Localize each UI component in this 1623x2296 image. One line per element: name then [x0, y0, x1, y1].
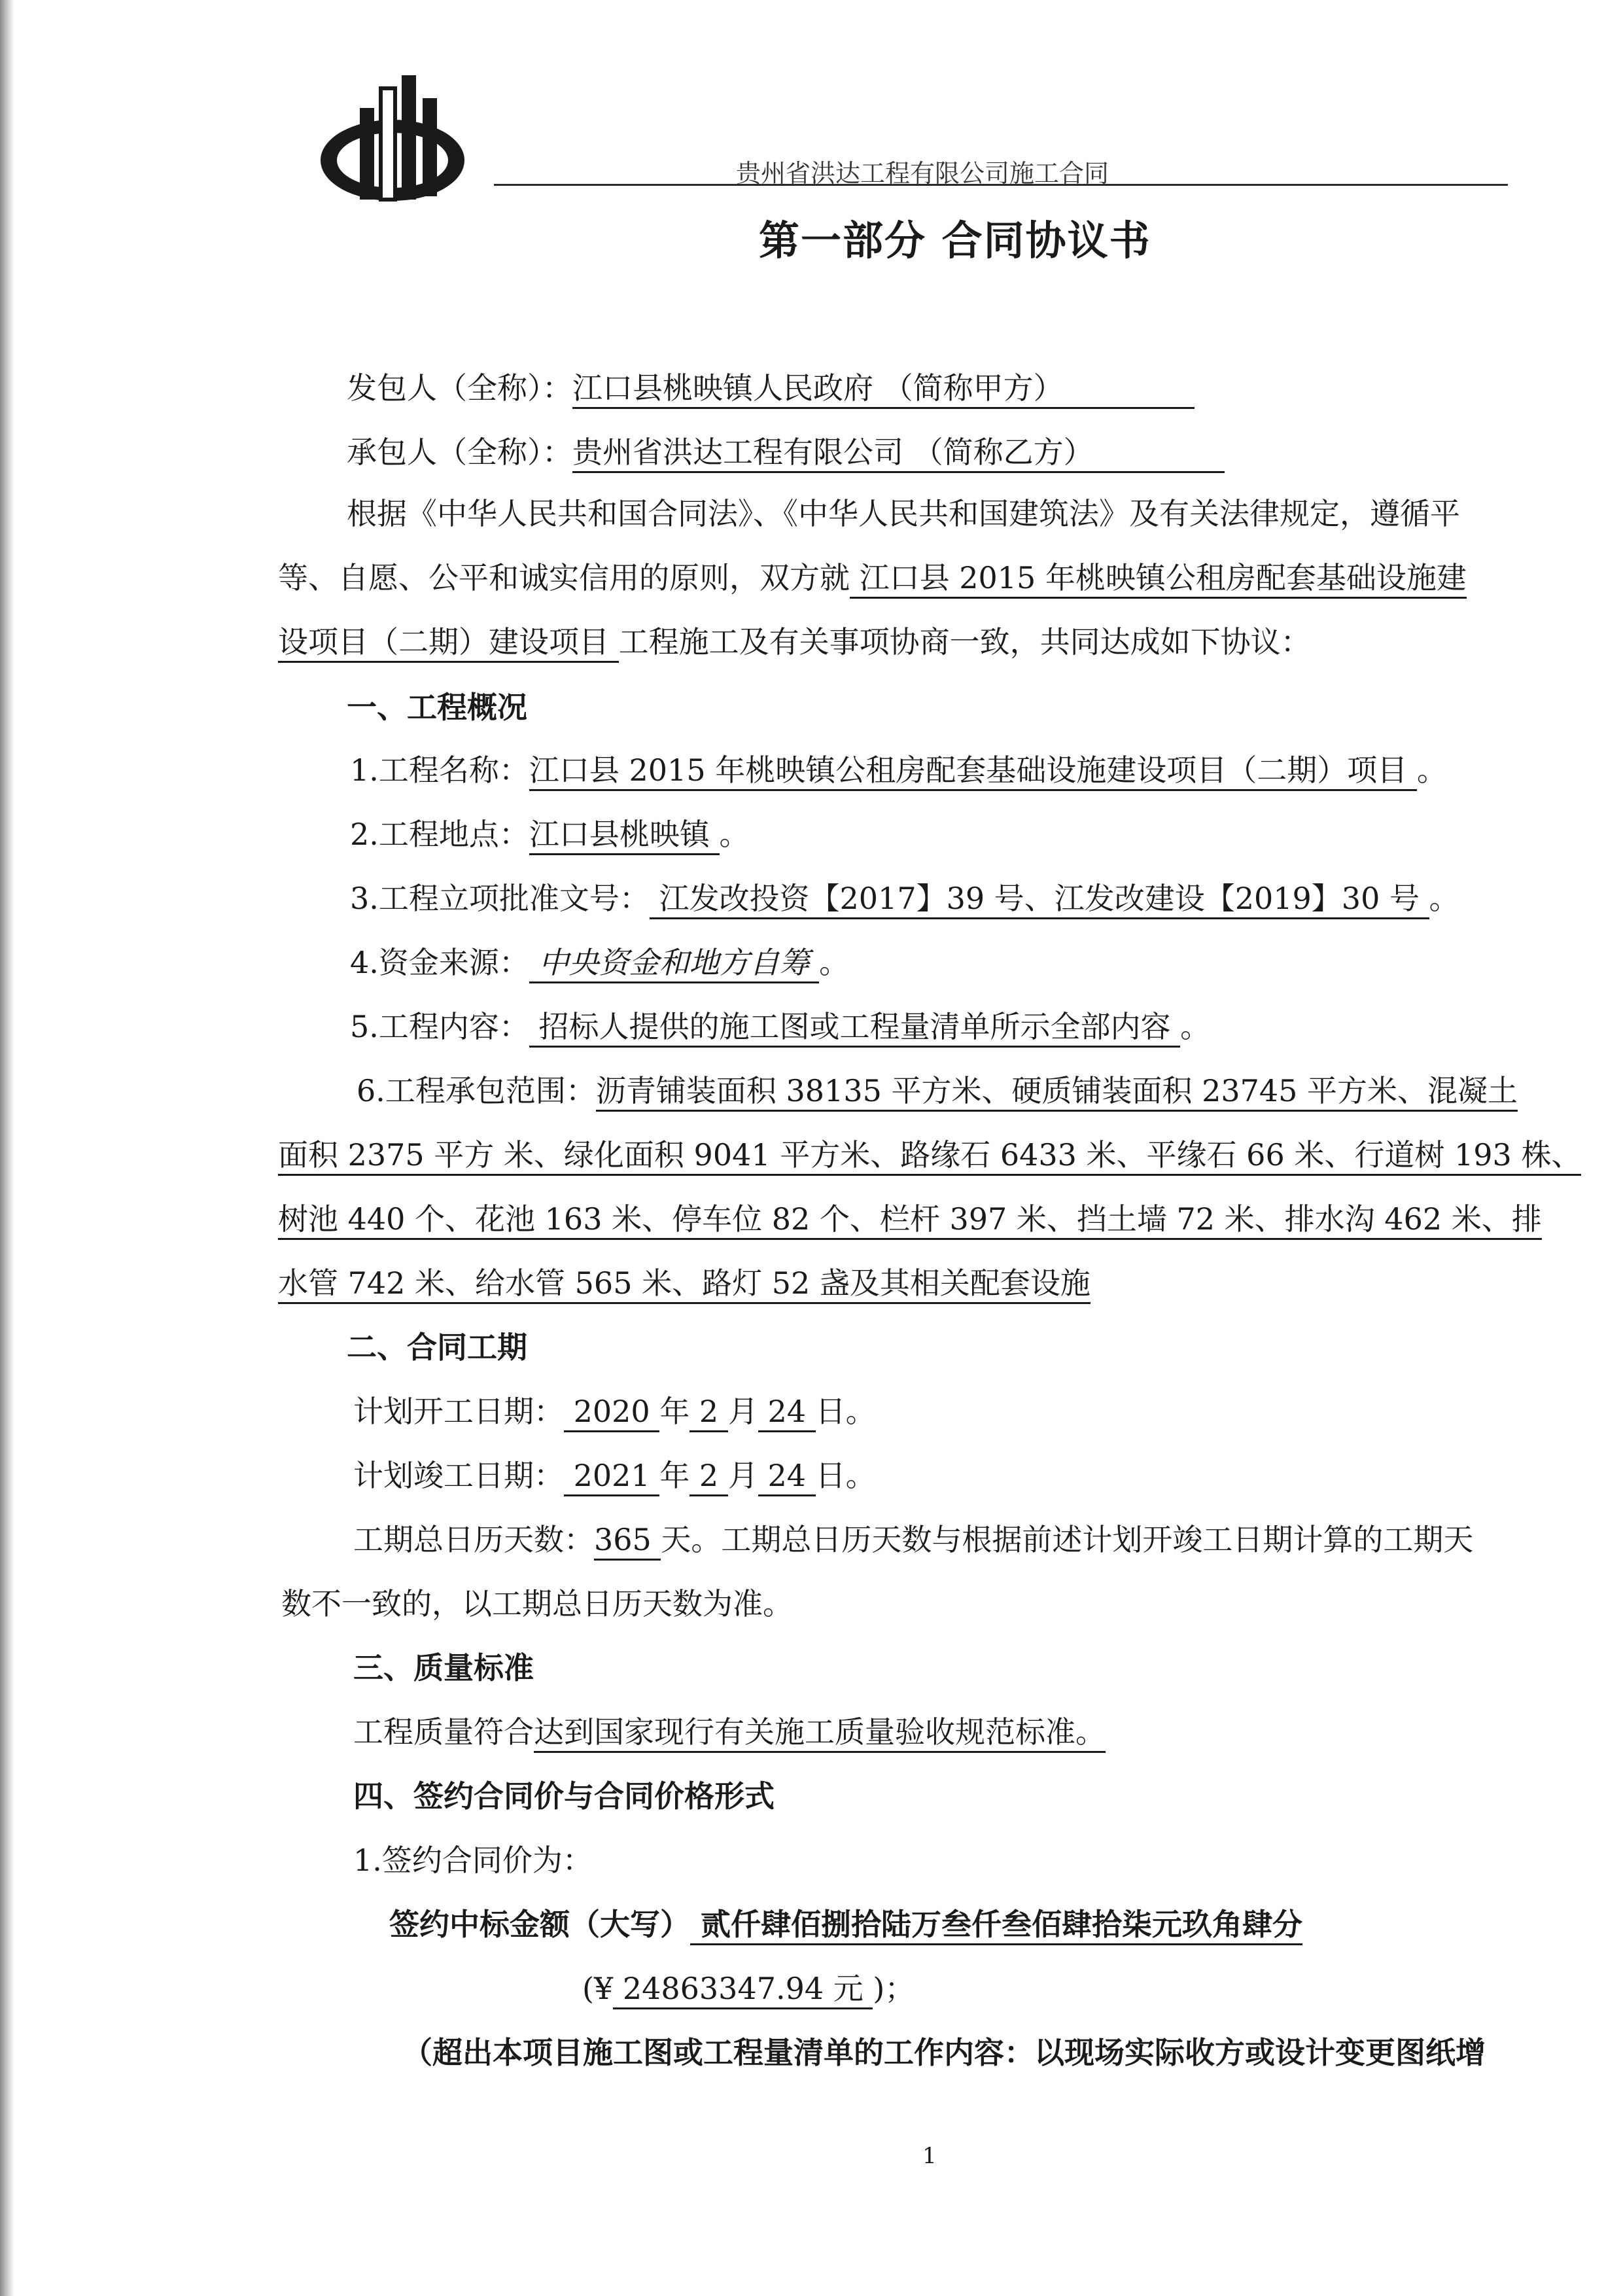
contractor-value: 贵州省洪达工程有限公司 （简称乙方）: [572, 434, 1225, 473]
page-title: 第一部分 合同协议书: [759, 217, 1151, 264]
section-3-heading: 三、质量标准: [353, 1650, 534, 1686]
contractor-label: 承包人（全称）：: [347, 434, 572, 470]
punct: 。: [719, 817, 750, 852]
intro-line-3-text: 工程施工及有关事项协商一致，共同达成如下协议：: [618, 624, 1311, 660]
unit-month: 月: [727, 1458, 758, 1493]
section-1-heading: 一、工程概况: [347, 690, 527, 725]
planned-start-label: 计划开工日期：: [353, 1394, 564, 1429]
intro-line-1: 根据《中华人民共和国合同法》、《中华人民共和国建筑法》及有关法律规定，遵循平: [347, 496, 1460, 531]
start-year: 2020: [564, 1394, 659, 1432]
punct: 。: [1180, 1009, 1211, 1044]
approval-number-value: 江发改投资【2017】39 号、江发改建设【2019】30 号: [650, 881, 1429, 919]
fund-source-line: [350, 947, 849, 978]
company-logo-icon: [307, 62, 478, 203]
project-name-line: [350, 752, 1447, 788]
unit-day: 日。: [815, 1394, 876, 1429]
total-days-text: 天。工期总日历天数与根据前述计划开竣工日期计算的工期天: [661, 1522, 1474, 1557]
contract-amount-number-line: [582, 1973, 915, 2004]
header-company-contract: 贵州省洪达工程有限公司施工合同: [736, 159, 1109, 188]
planned-end-line: [353, 1460, 876, 1491]
unit-year: 年: [659, 1458, 690, 1493]
scope-line-4: [278, 1265, 1091, 1301]
punct: 。: [1429, 881, 1459, 916]
intro-line-3: [278, 624, 1311, 660]
start-month: 2: [689, 1394, 728, 1432]
currency-open: (¥: [582, 1971, 614, 2006]
project-location-line: [350, 817, 750, 852]
end-month: 2: [689, 1458, 728, 1496]
extra-work-note: （超出本项目施工图或工程量清单的工作内容：以现场实际收方或设计变更图纸增: [402, 2035, 1486, 2070]
unit-day: 日。: [815, 1458, 876, 1493]
contract-amount-label: 签约中标金额（大写）: [389, 1907, 690, 1942]
scope-value-3: 树池 440 个、花池 163 米、停车位 82 个、栏杆 397 米、挡土墙 72 米、排水沟 462 米、排: [278, 1201, 1542, 1240]
punct: 。: [819, 945, 850, 980]
approval-number-line: [350, 881, 1459, 916]
contract-amount-words: 贰仟肆佰捌拾陆万叁仟叁佰肆拾柒元玖角肆分: [690, 1907, 1302, 1945]
employer-line: [347, 370, 1195, 406]
total-days-line-2: 数不一致的，以工期总日历天数为准。: [281, 1586, 793, 1621]
employer-label: 发包人（全称）：: [347, 370, 572, 406]
project-content-value: 招标人提供的施工图或工程量清单所示全部内容: [529, 1009, 1180, 1048]
planned-start-line: [353, 1394, 876, 1429]
fund-source-label: 4.资金来源：: [350, 945, 529, 980]
intro-line-2: [278, 560, 1467, 595]
scope-value-4: 水管 742 米、给水管 565 米、路灯 52 盏及其相关配套设施: [278, 1265, 1091, 1304]
section-4-heading: 四、签约合同价与合同价格形式: [353, 1778, 775, 1814]
contract-price-item: 1.签约合同价为：: [353, 1843, 593, 1878]
project-content-line: [350, 1009, 1211, 1044]
unit-year: 年: [659, 1394, 690, 1429]
header-divider: [494, 184, 1508, 186]
contract-amount-number: 24863347.94 元: [613, 1971, 873, 2009]
quality-value: 达到国家现行有关施工质量验收规范标准。: [534, 1714, 1106, 1753]
start-day: 24: [758, 1394, 816, 1432]
contractor-line: [347, 434, 1225, 470]
end-year: 2021: [564, 1458, 659, 1496]
scope-label: 6.工程承包范围：: [357, 1073, 596, 1108]
project-location-label: 2.工程地点：: [350, 817, 529, 852]
scope-line-3: [278, 1201, 1542, 1237]
total-days-line: [353, 1522, 1474, 1557]
planned-end-label: 计划竣工日期：: [353, 1458, 564, 1493]
section-2-heading: 二、合同工期: [347, 1330, 527, 1365]
project-content-label: 5.工程内容：: [350, 1009, 529, 1044]
quality-label: 工程质量符合: [353, 1714, 534, 1750]
approval-number-label: 3.工程立项批准文号：: [350, 881, 650, 916]
scope-line-1: [357, 1073, 1518, 1108]
project-name-value: 江口县 2015 年桃映镇公租房配套基础设施建设项目（二期）项目: [529, 752, 1417, 791]
unit-month: 月: [727, 1394, 758, 1429]
contract-amount-words-line: [389, 1907, 1303, 1942]
scan-edge-shadow: [0, 0, 14, 2296]
total-days-value: 365: [594, 1522, 661, 1561]
end-day: 24: [758, 1458, 816, 1496]
page-number: 1: [922, 2143, 937, 2169]
quality-line: [353, 1714, 1106, 1750]
project-location-value: 江口县桃映镇: [529, 817, 720, 855]
scope-value-1: 沥青铺装面积 38135 平方米、硬质铺装面积 23745 平方米、混凝土: [596, 1073, 1518, 1112]
scope-line-2: [278, 1137, 1582, 1173]
project-name-underlined: 江口县 2015 年桃映镇公租房配套基础设施建: [850, 560, 1467, 599]
fund-source-value: 中央资金和地方自筹: [529, 945, 819, 983]
total-days-label: 工期总日历天数：: [353, 1522, 594, 1557]
currency-close: )；: [873, 1971, 915, 2006]
project-name-underlined-cont: 设项目（二期）建设项目: [278, 624, 619, 663]
punct: 。: [1416, 752, 1447, 788]
intro-line-2-text: 等、自愿、公平和诚实信用的原则，双方就: [278, 560, 850, 595]
scope-value-2: 面积 2375 平方 米、绿化面积 9041 平方米、路缘石 6433 米、平缘石 66 米、行道树 193 株、: [278, 1137, 1581, 1176]
employer-value: 江口县桃映镇人民政府 （简称甲方）: [572, 370, 1195, 409]
project-name-label: 1.工程名称：: [350, 752, 529, 788]
